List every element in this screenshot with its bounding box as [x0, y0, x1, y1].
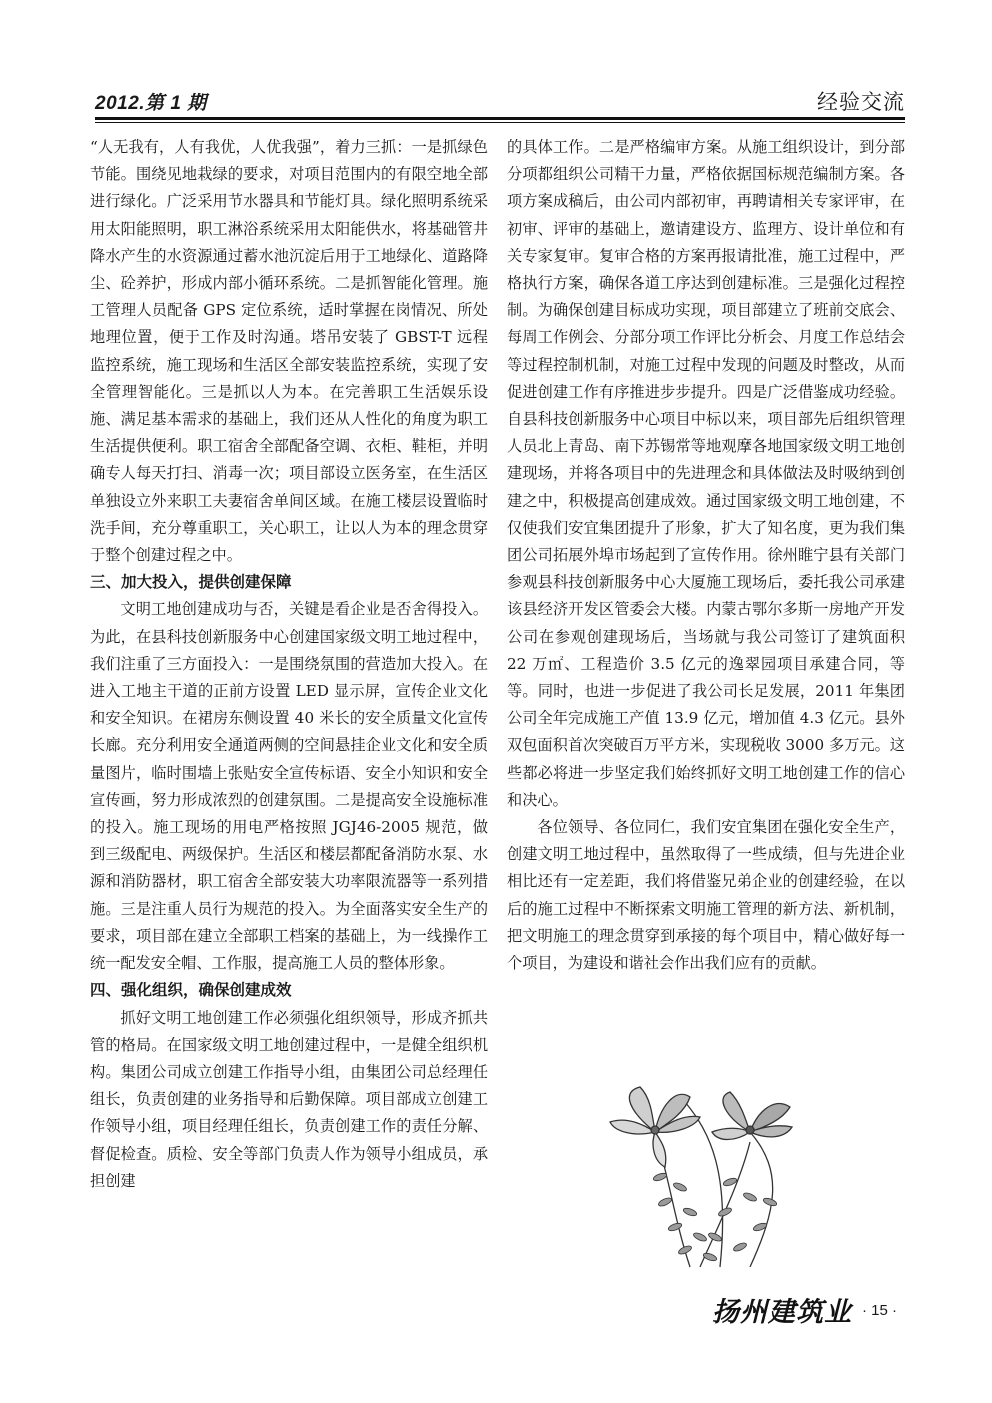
paragraph: “人无我有，人有我优，人优我强”，着力三抓：一是抓绿色节能。围绕见地栽绿的要求，对项目范围内的有限空地全部进行绿化。广泛采用节水器具和节能灯具。绿化照明系统采用太阳能照明，职工淋浴系统采用太阳能供水，将基础管井降水产生的水资源通过蓄水池沉淀后用于工地绿化、道路降尘、砼养护，形成内部小循环系统。二是抓智能化管理。施工管理人员配备 GPS 定位系统，适时掌握在岗情况、所处地理位置，便于工作及时沟通。塔吊安装了 GBST-T 远程监控系统，施工现场和生活区全部安装监控系统，实现了安全管理智能化。三是抓以人为本。在完善职工生活娱乐设施、满足基本需求的基础上，我们还从人性化的角度为职工生活提供便利。职工宿舍全部配备空调、衣柜、鞋柜，并明确专人每天打扫、消毒一次；项目部设立医务室，在生活区单独设立外来职工夫妻宿舍单间区域。在施工楼层设置临时洗手间，充分尊重职工，关心职工，让以人为本的理念贯穿于整个创建过程之中。: [90, 138, 488, 565]
paragraph: 抓好文明工地创建工作必须强化组织领导，形成齐抓共管的格局。在国家级文明工地创建过程中，一是健全组织机构。集团公司成立创建工作指导小组，由集团公司总经理任组长，负责创建的业务指导和后勤保障。项目部成立创建工作领导小组，项目经理任组长，负责创建工作的责任分解、督促检查。质检、安全等部门负责人作为领导小组成员，承担创建: [90, 1008, 488, 1190]
section-heading: 四、强化组织，确保创建成效: [90, 981, 292, 1000]
header-rule-thick: [95, 117, 905, 120]
section-heading: 三、加大投入，提供创建保障: [90, 573, 292, 592]
paragraph: 文明工地创建成功与否，关键是看企业是否舍得投入。为此，在县科技创新服务中心创建国家级文明工地过程中，我们注重了三方面投入：一是围绕氛围的营造加大投入。在进入工地主干道的正前方设置 LED 显示屏，宣传企业文化和安全知识。在裙房东侧设置 40 米长的安全质量文化宣传长廊。充分利用安全通道两侧的空间悬挂企业文化和安全质量图片，临时围墙上张贴安全宣传标语、安全小知识和安全宣传画，努力形成浓烈的创建氛围。二是提高安全设施标准的投入。施工现场的用电严格按照 JGJ46-2005 规范，做到三级配电、两级保护。生活区和楼层都配备消防水泵、水源和消防器材，职工宿舍全部安装大功率限流器等一系列措施。三是注重人员行为规范的投入。为全面落实安全生产的要求，项目部在建立全部职工档案的基础上，为一线操作工统一配发安全帽、工作服，提高施工人员的整体形象。: [90, 600, 488, 973]
flower-drawing-icon: [600, 1072, 910, 1272]
paragraph: 的具体工作。二是严格编审方案。从施工组织设计，到分部分项都组织公司精干力量，严格依据国标规范编制方案。各项方案成稿后，由公司内部初审，再聘请相关专家评审，在初审、评审的基础上，邀请建设方、监理方、设计单位和有关专家复审。复审合格的方案再报请批准，施工过程中，严格执行方案，确保各道工序达到创建标准。三是强化过程控制。为确保创建目标成功实现，项目部建立了班前交底会、每周工作例会、分部分项工作评比分析会、月度工作总结会等过程控制机制，对施工过程中发现的问题及时整改，从而促进创建工作有序推进步步提升。四是广泛借鉴成功经验。自县科技创新服务中心项目中标以来，项目部先后组织管理人员北上青岛、南下苏锡常等地观摩各地国家级文明工地创建现场，并将各项目中的先进理念和具体做法及时吸纳到创建之中，积极提高创建成效。通过国家级文明工地创建，不仅使我们安宜集团提升了形象，扩大了知名度，更为我们集团公司拓展外埠市场起到了宣传作用。徐州睢宁县有关部门参观县科技创新服务中心大厦施工现场后，委托我公司承建该县经济开发区管委会大楼。内蒙古鄂尔多斯一房地产开发公司在参观创建现场后，当场就与我公司签订了建筑面积 22 万㎡、工程造价 3.5 亿元的逸翠园项目承建合同，等等。同时，也进一步促进了我公司长足发展，2011 年集团公司全年完成施工产值 13.9 亿元，增加值 4.3 亿元。县外双包面积首次突破百万平方米，实现税收 3000 多万元。这些都必将进一步坚定我们始终抓好文明工地创建工作的信心和决心。: [507, 138, 905, 809]
section-title: 经验交流: [817, 90, 905, 114]
right-column: [507, 134, 905, 977]
paragraph: 各位领导、各位同仁，我们安宜集团在强化安全生产，创建文明工地过程中，虽然取得了一些成绩，但与先进企业相比还有一定差距，我们将借鉴兄弟企业的创建经验，在以后的施工过程中不断探索文明施工管理的新方法、新机制，把文明施工的理念贯穿到承接的每个项目中，精心做好每一个项目，为建设和谐社会作出我们应有的贡献。: [507, 818, 905, 973]
flower-illustration: [600, 1072, 910, 1272]
magazine-logo: 扬州建筑业: [712, 1297, 852, 1328]
header-rule-thin: [95, 122, 905, 123]
issue-label: 2012.第 1 期: [95, 93, 207, 114]
left-column: [90, 134, 488, 1195]
page-number: · 15 ·: [862, 1302, 898, 1319]
page-header: [95, 86, 905, 116]
